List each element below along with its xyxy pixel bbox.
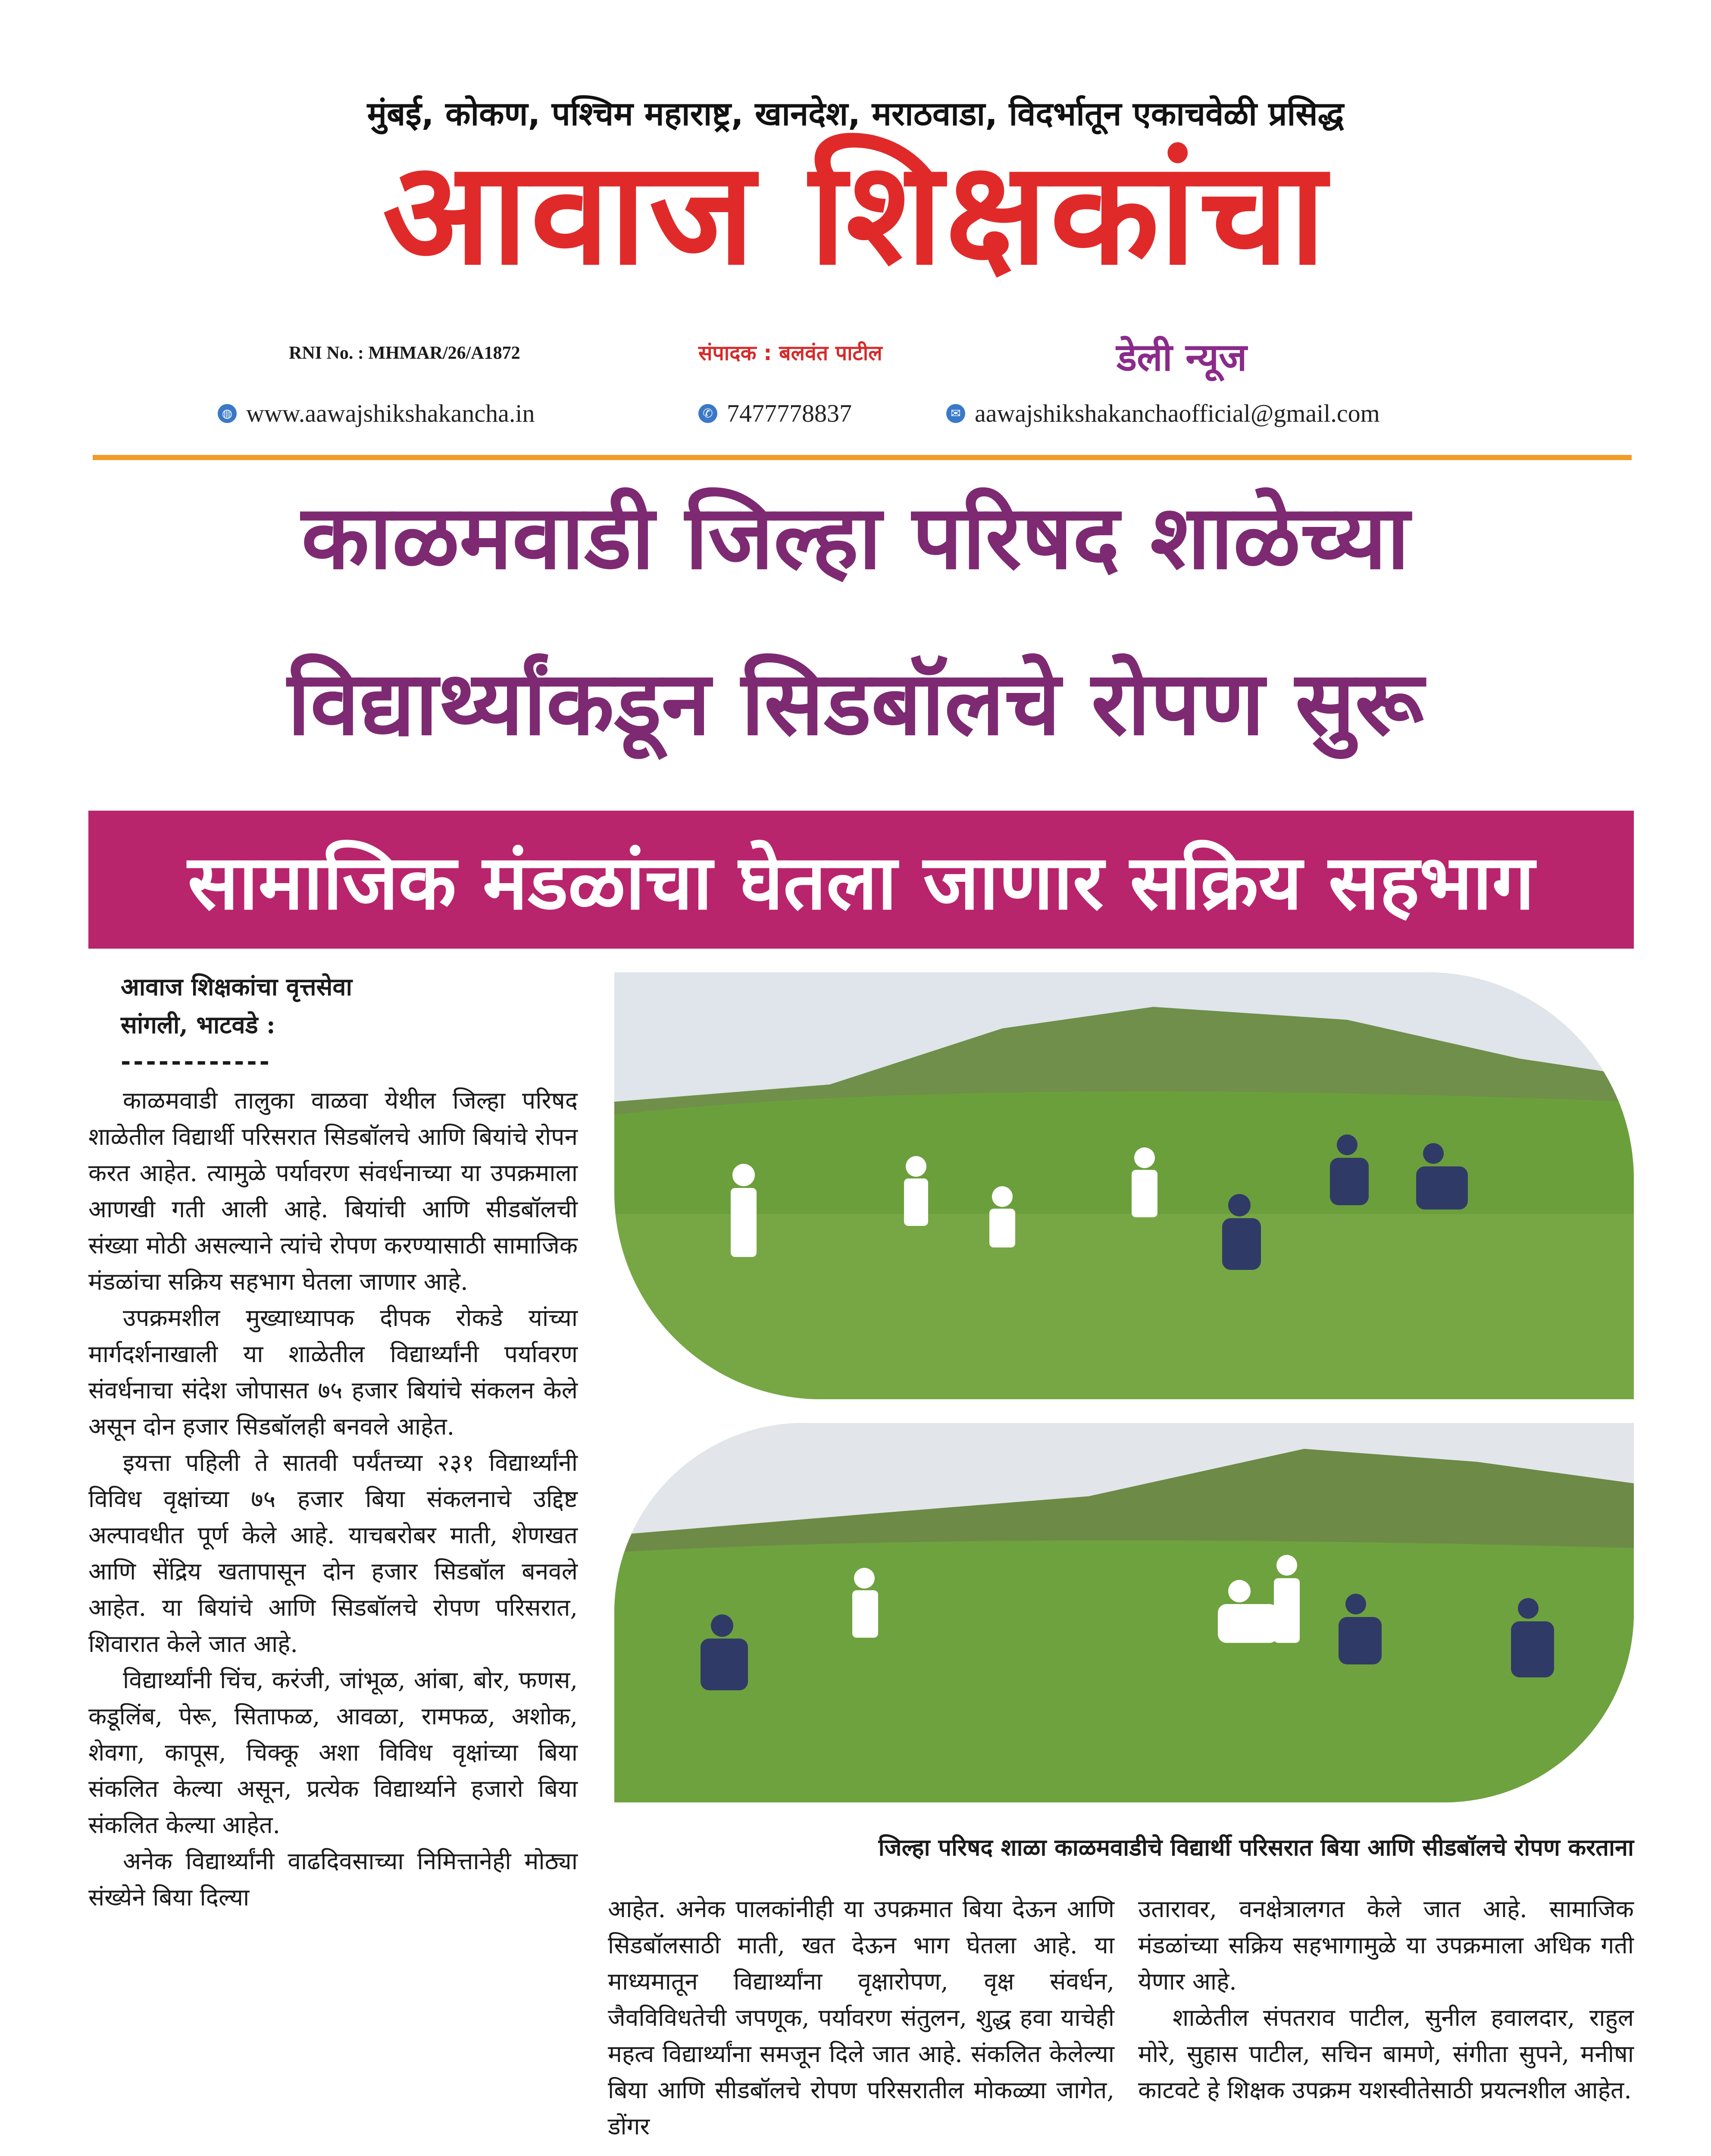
article-photo-1 <box>614 972 1634 1399</box>
email-text: aawajshikshakanchaofficial@gmail.com <box>975 399 1380 427</box>
paragraph: उपक्रमशील मुख्याध्यापक दीपक रोकडे यांच्या मार्गदर्शनाखाली या शाळेतील विद्यार्थ्यांनी पर्यावरण संवर्धनाचा संदेश जोपासत ७५ हजार बियांचे संकलन केले असून दोन हजार सिडबॉलही बनवले आहेत. <box>88 1304 578 1440</box>
photo-caption: जिल्हा परिषद शाळा काळमवाडीचे विद्यार्थी परिसरात बिया आणि सीडबॉलचे रोपण करताना <box>878 1833 1634 1861</box>
headline-line-2: विद्यार्थ्यांकडून सिडबॉलचे रोपण सुरू <box>287 652 1424 755</box>
mail-icon: ✉ <box>946 404 965 423</box>
subheadline-text: सामाजिक मंडळांचा घेतला जाणार सक्रिय सहभाग <box>188 839 1535 927</box>
byline-separator: ------------ <box>121 1048 272 1076</box>
byline-place: सांगली, भाटवडे : <box>121 1011 275 1039</box>
paragraph: शाळेतील संपतराव पाटील, सुनील हवालदार, राहुल मोरे, सुहास पाटील, सचिन बामणे, संगीता सुपने, मनीषा काटवटे हे शिक्षक उपक्रम यशस्वीतेसाठी प्रयत्नशील आहेत. <box>1138 2004 1634 2104</box>
paragraph: अनेक विद्यार्थ्यांनी वाढदिवसाच्या निमित्तानेही मोठ्या संख्येने बिया दिल्या <box>88 1847 578 1911</box>
paragraph: आहेत. अनेक पालकांनीही या उपक्रमात बिया देऊन आणि सिडबॉलसाठी माती, खत देऊन भाग घेतला आहे. या माध्यमातून विद्यार्थ्यांना वृक्षारोपण, वृक्ष संवर्धन, जैवविविधतेची जपणूक, पर्यावरण संतुलन, शुद्ध हवा याचेही महत्व विद्यार्थ्यांना समजून दिले जात आहे. संकलित केलेल्या बिया आणि सीडबॉलचे रोपण परिसरातील मोकळ्या जागेत, डोंगर <box>608 1895 1114 2140</box>
tagline: मुंबई, कोकण, पश्चिम महाराष्ट्र, खानदेश, मराठवाडा, विदर्भातून एकाचवेळी प्रसिद्ध <box>367 94 1344 133</box>
phone-contact[interactable] <box>698 399 852 428</box>
article-column-2 <box>608 1891 1114 2144</box>
phone-icon: ✆ <box>698 404 717 423</box>
masthead-title: आवाज शिक्षकांचा <box>382 131 1329 296</box>
phone-text: 7477778837 <box>727 399 852 427</box>
email-contact[interactable] <box>946 399 1380 428</box>
paragraph: उतारावर, वनक्षेत्रालगत केले जात आहे. सामाजिक मंडळांच्या सक्रिय सहभागामुळे या उपक्रमाला अधिक गती येणार आहे. <box>1138 1895 1634 1995</box>
website-text: www.aawajshikshakancha.in <box>246 399 535 427</box>
paragraph: काळमवाडी तालुका वाळवा येथील जिल्हा परिषद शाळेतील विद्यार्थी परिसरात सिडबॉलचे आणि बियांचे रोपन करत आहेत. त्यामुळे पर्यावरण संवर्धनाच्या या उपक्रमाला आणखी गती आली आहे. बियांची आणि सीडबॉलची संख्या मोठी असल्याने त्यांचे रोपण करण्यासाठी सामाजिक मंडळांचा सक्रिय सहभाग घेतला जाणार आहे. <box>88 1087 578 1295</box>
daily-news-label: डेली न्यूज <box>1117 335 1247 379</box>
article-photo-2 <box>614 1423 1634 1802</box>
website-contact[interactable] <box>218 399 535 428</box>
byline <box>121 968 352 1044</box>
article-column-3 <box>1138 1891 1634 2108</box>
photo-students-planting-1 <box>614 972 1634 1399</box>
photo-students-planting-2 <box>614 1423 1634 1802</box>
subheadline-banner <box>88 811 1634 949</box>
header-divider <box>93 455 1632 460</box>
paragraph: इयत्ता पहिली ते सातवी पर्यंतच्या २३१ विद्यार्थ्यांनी विविध वृक्षांच्या ७५ हजार बिया संकलनाचे उद्दिष्ट अल्पावधीत पूर्ण केले आहे. याचबरोबर माती, शेणखत आणि सेंद्रिय खतापासून दोन हजार सिडबॉल बनवले आहेत. या बियांचे आणि सिडबॉलचे रोपण परिसरात, शिवारात केले जात आहे. <box>88 1449 578 1658</box>
byline-agency: आवाज शिक्षकांचा वृत्तसेवा <box>121 973 353 1001</box>
globe-icon: ◍ <box>218 404 237 423</box>
headline-line-1: काळमवाडी जिल्हा परिषद शाळेच्या <box>301 486 1410 589</box>
editor-name: संपादक : बलवंत पाटील <box>698 341 882 365</box>
article-column-1 <box>88 1082 578 1915</box>
rni-number: RNI No. : MHMAR/26/A1872 <box>289 343 520 363</box>
paragraph: विद्यार्थ्यांनी चिंच, करंजी, जांभूळ, आंबा, बोर, फणस, कडूलिंब, पेरू, सिताफळ, आवळा, रामफळ, अशोक, शेवगा, कापूस, चिक्कू अशा विविध वृक्षांच्या बिया संकलित केल्या असून, प्रत्येक विद्यार्थ्याने हजारो बिया संकलित केल्या आहेत. <box>88 1666 578 1839</box>
